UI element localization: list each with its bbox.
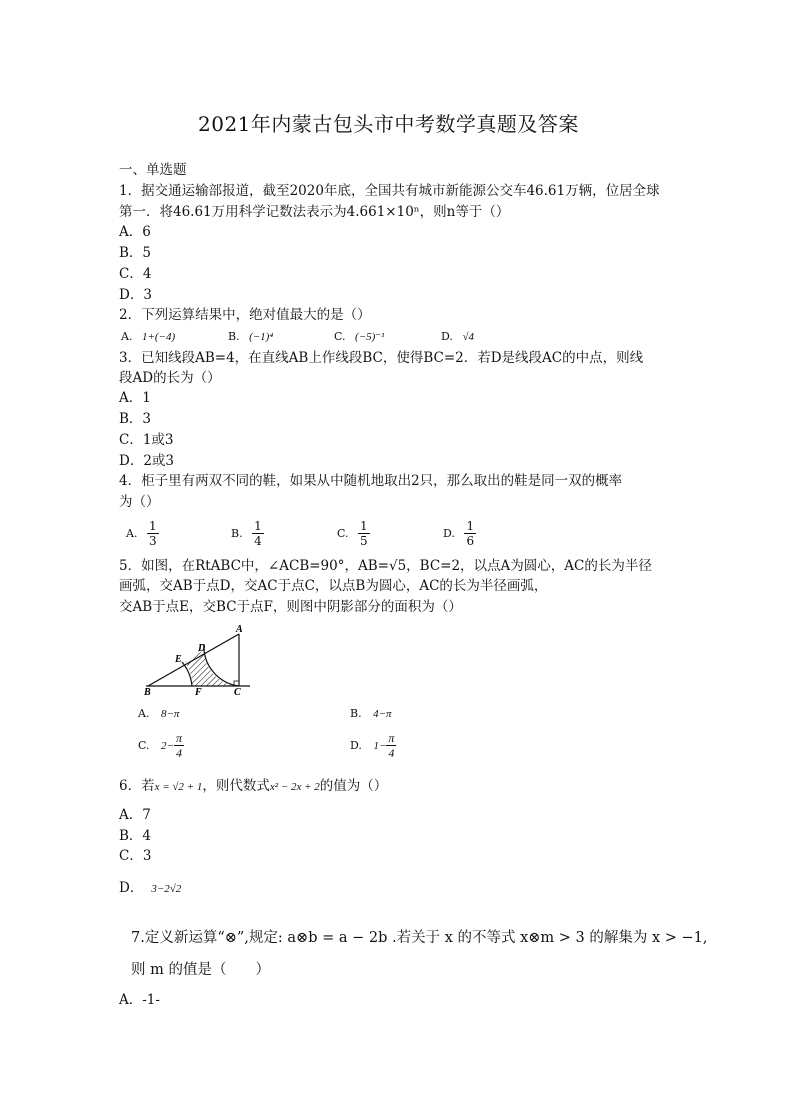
q5-option-c-fraction [174,731,184,760]
q2-option-a-expr: 1+(−4) [141,331,176,343]
q2-option-a [121,330,175,343]
section-heading: 一、单选题 [119,162,187,178]
q7-option-a: A．-1- [119,992,160,1008]
q4-option-b-num: 1 [254,519,262,533]
q6-mid: ，则代数式 [202,778,270,794]
q4-option-b-label: B. [231,527,243,540]
q6-condition: x = √2 + 1 [154,781,203,793]
q1-line2: 第一．将46.61万用科学记数法表示为4.661×10ⁿ，则n等于（） [119,204,510,220]
q5-option-d-num: π [388,731,395,745]
q2-option-d [441,330,474,343]
q5-option-c-label: C. [138,739,150,752]
q5-option-a [138,707,179,720]
q1-option-b: B．5 [119,245,152,261]
q4-option-a-den: 3 [148,534,157,548]
q4-line1: 4．柜子里有两双不同的鞋，如果从中随机地取出2只，那么取出的鞋是同一双的概率 [119,473,623,489]
q5-option-d [350,731,396,760]
q6-option-b: B．4 [119,828,152,844]
q4-option-d-num: 1 [466,519,475,533]
q5-label-e: E [175,654,182,665]
q2-option-c [334,330,384,343]
q6-expression: x² − 2x + 2 [269,781,320,793]
q4-option-a-label: A. [126,527,138,540]
q4-option-c [337,519,370,548]
q6-post: 的值为（） [319,778,388,794]
q5-label-c: C [234,687,241,697]
q5-option-a-expr: 8−π [160,708,180,720]
q5-option-c-den: 4 [175,746,182,760]
q3-option-d: D．2或3 [119,453,175,469]
q4-option-a-num: 1 [148,519,157,533]
q5-label-a: A [236,624,243,635]
q2-option-a-label: A. [121,330,133,343]
q7-line2: 则 m 的值是（ ） [131,962,270,978]
q6-option-d [119,879,181,898]
q5-label-b: B [144,687,151,697]
q4-option-a-fraction [147,519,159,548]
q2-option-b-expr: (−1)⁴ [249,331,274,343]
q5-shaded-region [185,650,238,686]
q5-option-d-pre: 1− [373,739,387,752]
q6-option-d-label: D． [119,880,144,896]
q2-stem: 2．下列运算结果中，绝对值最大的是（） [119,307,371,323]
q5-option-d-den: 4 [388,746,395,760]
q1-option-d: D．3 [119,287,152,303]
q5-line3: 交AB于点E，交BC于点F，则图中阴影部分的面积为（） [119,599,462,615]
q4-option-d-den: 6 [466,534,475,548]
q5-line1: 5．如图，在RtABC中，∠ACB=90°，AB=√5，BC=2，以点A为圆心，AC的长为半径 [119,558,652,574]
q3-option-a: A．1 [119,390,151,406]
q4-option-c-label: C. [337,527,349,540]
q2-option-b-label: B. [228,330,240,343]
q6-stem [119,777,387,796]
q3-option-c: C．1或3 [119,432,174,448]
q3-line2: 段AD的长为（） [119,370,221,386]
q4-option-c-den: 5 [360,534,368,548]
q2-option-d-label: D. [441,330,453,343]
q4-option-b [231,519,264,548]
q1-option-a: A．6 [119,224,151,240]
q5-option-a-label: A. [138,707,150,720]
q5-option-d-fraction [386,731,396,760]
q1-option-c: C．4 [119,266,152,282]
q4-option-b-den: 4 [254,534,262,548]
q1-line1: 1．据交通运输部报道，截至2020年底，全国共有城市新能源公交车46.61万辆，位居全球 [119,183,660,199]
q5-option-b-expr: 4−π [373,708,392,720]
q5-label-d: D [198,643,206,654]
q4-line2: 为（） [119,494,160,510]
q6-pre: 6．若 [119,778,155,794]
q5-option-b-label: B. [350,707,362,720]
q6-option-c: C．3 [119,848,152,864]
q4-option-d [443,519,476,548]
q5-option-b [350,707,392,720]
q4-option-a [126,519,159,548]
q5-option-c-num: π [175,731,182,745]
q2-option-c-label: C. [334,330,346,343]
q7-line1: 7.定义新运算“⊗”,规定: a⊗b = a − 2b .若关于 x 的不等式 x⊗m > 3 的解集为 x > −1, [131,930,708,946]
q5-triangle-figure [140,622,255,697]
q6-option-d-expr: 3−2√2 [151,883,182,895]
q5-option-c-pre: 2− [161,739,174,752]
q2-option-d-expr: √4 [462,331,474,343]
q4-option-d-label: D. [443,527,455,540]
q3-line1: 3．已知线段AB=4，在直线AB上作线段BC，使得BC=2．若D是线段AC的中点，则线 [119,350,644,366]
q2-option-b [228,330,273,343]
page-title: 2021年内蒙古包头市中考数学真题及答案 [198,112,579,136]
q5-option-c [138,731,184,760]
q2-option-c-expr: (−5)⁻¹ [355,331,385,343]
q4-option-b-fraction [252,519,264,548]
q4-option-c-num: 1 [360,519,368,533]
q5-label-f: F [195,687,202,697]
q4-option-d-fraction [464,519,476,548]
q5-option-d-label: D. [350,739,362,752]
q4-option-c-fraction [358,519,370,548]
q3-option-b: B．3 [119,411,152,427]
q5-line2: 画弧，交AB于点D，交AC于点C，以点B为圆心，AC的长为半径画弧， [119,578,548,594]
q6-option-a: A．7 [119,807,151,823]
